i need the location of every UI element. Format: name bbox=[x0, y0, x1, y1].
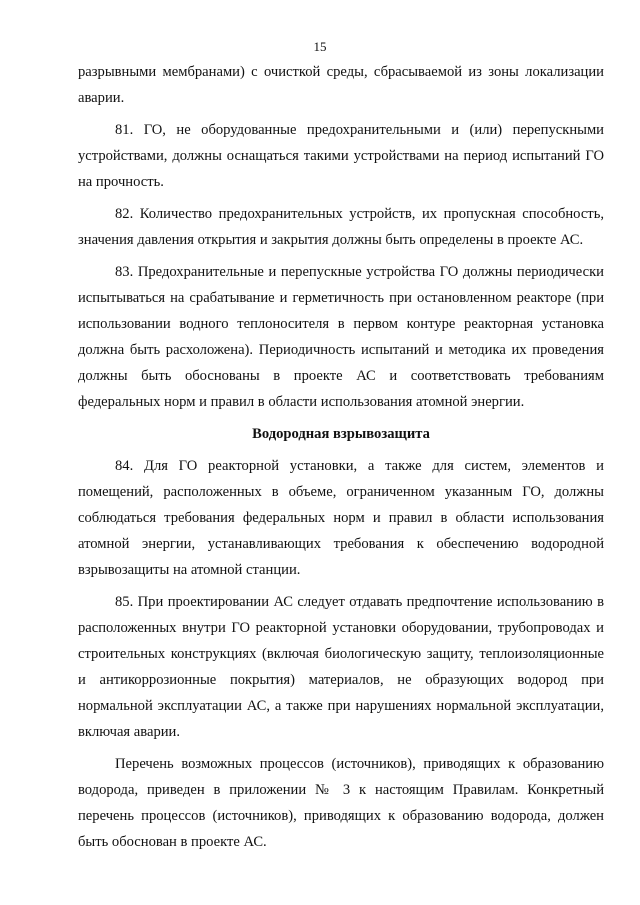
paragraph-85: 85. При проектировании АС следует отдавать предпочтение использованию в расположенных внутри ГО реакторной установки оборудовании, трубопроводах и строительных конструкциях (включая биологическую защиту, теплоизоляционные и антикоррозионные покрытия) материалов, не образующих водород при нормальной эксплуатации АС, а также при нарушениях нормальной эксплуатации, включая аварии. bbox=[78, 594, 604, 740]
paragraph-81: 81. ГО, не оборудованные предохранительными и (или) перепускными устройствами, должны оснащаться такими устройствами на период испытаний ГО на прочность. bbox=[78, 122, 604, 190]
paragraph-84: 84. Для ГО реакторной установки, а также для систем, элементов и помещений, расположенных в объеме, ограниченном указанным ГО, должны соблюдаться требования федеральных норм и правил в области использования атомной энергии, устанавливающих требования к обеспечению водородной взрывозащиты на атомной станции. bbox=[78, 458, 604, 578]
section-heading: Водородная взрывозащита bbox=[252, 426, 430, 442]
page-number: 15 bbox=[313, 39, 327, 54]
document-body bbox=[78, 59, 604, 861]
paragraph-continuation: разрывными мембранами) с очисткой среды, сбрасываемой из зоны локализации аварии. bbox=[78, 64, 604, 106]
paragraph-83: 83. Предохранительные и перепускные устройства ГО должны периодически испытываться на срабатывание и герметичность при остановленном реакторе (при использовании водного теплоносителя в первом контуре реакторная установка должна быть расхоложена). Периодичность испытаний и методика их проведения должны быть обоснованы в проекте АС и соответствовать требованиям федеральных норм и правил в области использования атомной энергии. bbox=[78, 264, 604, 410]
paragraph-82: 82. Количество предохранительных устройств, их пропускная способность, значения давления открытия и закрытия должны быть определены в проекте АС. bbox=[78, 206, 604, 248]
paragraph-85-continuation: Перечень возможных процессов (источников), приводящих к образованию водорода, приведен в приложении № 3 к настоящим Правилам. Конкретный перечень процессов (источников), приводящих к образованию водорода, должен быть обоснован в проекте АС. bbox=[78, 756, 604, 850]
